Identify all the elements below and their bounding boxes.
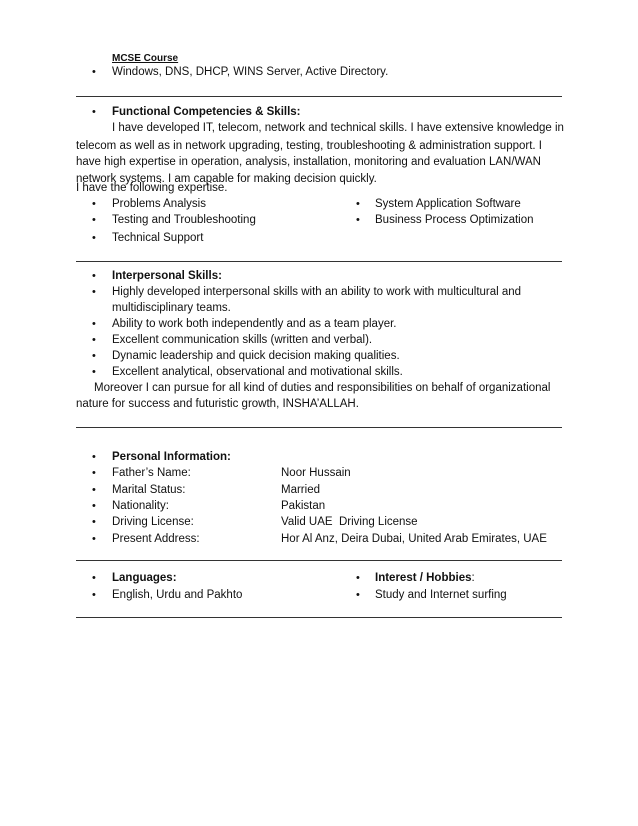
- bullet: •: [92, 270, 96, 282]
- section-divider: [76, 560, 562, 561]
- bullet: •: [92, 589, 96, 601]
- personal-label: Driving License:: [112, 516, 194, 528]
- bullet: •: [92, 516, 96, 528]
- bullet: •: [92, 214, 96, 226]
- interests-heading: Interest / Hobbies: [375, 572, 472, 584]
- bullet: •: [92, 572, 96, 584]
- section-divider: [76, 427, 562, 428]
- expertise-item: Testing and Troubleshooting: [112, 214, 256, 226]
- personal-value: Married: [281, 484, 320, 496]
- personal-label: Father’s Name:: [112, 467, 191, 479]
- personal-label: Present Address:: [112, 533, 200, 545]
- bullet: •: [92, 286, 96, 298]
- bullet: •: [356, 572, 360, 584]
- expertise-item: Technical Support: [112, 232, 204, 244]
- interests-heading-line: [375, 572, 475, 584]
- interpersonal-item: Excellent communication skills (written and verbal).: [112, 334, 373, 346]
- bullet: •: [92, 106, 96, 118]
- interpersonal-item: Excellent analytical, observational and motivational skills.: [112, 366, 403, 378]
- personal-value: Noor Hussain: [281, 467, 351, 479]
- functional-paragraph-first-line: I have developed IT, telecom, network and technical skills. I have extensive knowledge in: [112, 122, 564, 134]
- interpersonal-item: multidisciplinary teams.: [112, 302, 231, 314]
- bullet: •: [356, 214, 360, 226]
- personal-value: Pakistan: [281, 500, 326, 512]
- interests-value: Study and Internet surfing: [375, 589, 507, 601]
- personal-value: Hor Al Anz, Deira Dubai, United Arab Emirates, UAE: [281, 533, 547, 545]
- interpersonal-item: Dynamic leadership and quick decision making qualities.: [112, 350, 400, 362]
- functional-paragraph: telecom as well as in network upgrading, testing, troubleshooting & administration support. I have high expertise in operation, analysis, installation, monitoring and evaluation LAN/WAN network systems. I am capable for making decision quickly.: [76, 140, 543, 185]
- interpersonal-closing: nature for success and futuristic growth, INSHA’ALLAH.: [76, 398, 359, 410]
- bullet: •: [92, 451, 96, 463]
- bullet: •: [92, 66, 96, 78]
- interpersonal-closing: Moreover I can pursue for all kind of duties and responsibilities on behalf of organizational: [94, 382, 551, 394]
- personal-label: Nationality:: [112, 500, 169, 512]
- section-divider: [76, 96, 562, 97]
- bullet: •: [92, 318, 96, 330]
- expertise-item: System Application Software: [375, 198, 521, 210]
- interests-colon: :: [471, 572, 475, 584]
- languages-value: English, Urdu and Pakhto: [112, 589, 243, 601]
- bullet: •: [92, 467, 96, 479]
- interpersonal-heading: Interpersonal Skills:: [112, 270, 222, 282]
- mcse-heading: MCSE Course: [112, 53, 179, 64]
- languages-heading: Languages:: [112, 572, 177, 584]
- expertise-item: Business Process Optimization: [375, 214, 534, 226]
- personal-heading: Personal Information:: [112, 451, 231, 463]
- personal-value: Valid UAE Driving License: [281, 516, 418, 528]
- bullet: •: [92, 198, 96, 210]
- bullet: •: [356, 198, 360, 210]
- section-divider: [76, 261, 562, 262]
- interpersonal-item: Ability to work both independently and as a team player.: [112, 318, 397, 330]
- bullet: •: [92, 232, 96, 244]
- bullet: •: [92, 350, 96, 362]
- bullet: •: [92, 484, 96, 496]
- section-divider: [76, 617, 562, 618]
- expertise-item: Problems Analysis: [112, 198, 206, 210]
- bullet: •: [356, 589, 360, 601]
- bullet: •: [92, 334, 96, 346]
- functional-heading: Functional Competencies & Skills:: [112, 106, 301, 118]
- personal-label: Marital Status:: [112, 484, 186, 496]
- mcse-item: Windows, DNS, DHCP, WINS Server, Active Directory.: [112, 66, 389, 78]
- bullet: •: [92, 500, 96, 512]
- bullet: •: [92, 533, 96, 545]
- interpersonal-item: Highly developed interpersonal skills with an ability to work with multicultural and: [112, 286, 522, 298]
- bullet: •: [92, 366, 96, 378]
- expertise-intro: I have the following expertise.: [76, 182, 228, 194]
